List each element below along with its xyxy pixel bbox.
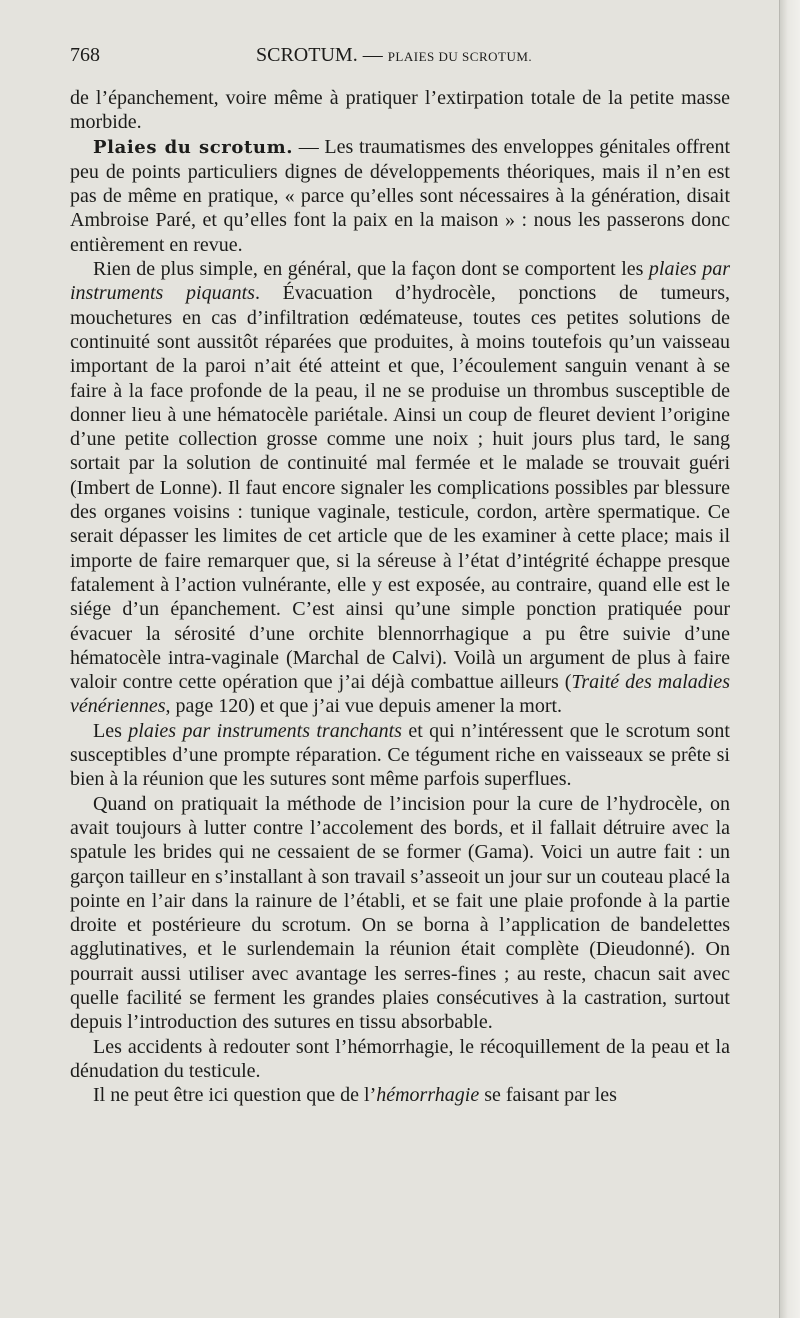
paragraph-4-text-a: Les [93, 719, 129, 742]
running-title-subtitle: PLAIES DU SCROTUM. [387, 49, 533, 64]
running-title [256, 44, 532, 67]
paragraph-3 [70, 257, 730, 719]
paragraph-5: Quand on pratiquait la méthode de l’incision pour la cure de l’hydrocèle, on avait toujours à lutter contre l’accolement des bords, et il fallait détruire avec la spatule les brides qui ne cessaient de se former (Gama). Voici un autre fait : un garçon tailleur en s’installant à son travail s’asseoit un jour sur un couteau placé la pointe en l’air dans la rainure de l’établi, et se fait une plaie profonde à la partie droite et postérieure du scrotum. On se borna à l’application de bandelettes agglutinatives, et le surlendemain la réunion était complète (Dieudonné). On pourrait aussi utiliser avec avantage les serres-fines ; au reste, chacun sait avec quelle facilité se ferment les grandes plaies consécutives à la castration, surtout depuis l’introduction des sutures en tissu absorbable. [70, 792, 730, 1034]
paragraph-2 [70, 135, 730, 257]
paragraph-7-text-a: Il ne peut être ici question que de l’ [93, 1084, 377, 1107]
running-title-dash: — [362, 44, 383, 66]
paragraph-7-text-b: se faisant par les [479, 1084, 617, 1107]
section-heading: Plaies du scrotum. [93, 136, 294, 158]
paragraph-3-text-c: , page 120) et que j’ai vue depuis amener la mort. [165, 695, 563, 718]
paragraph-4 [70, 719, 730, 792]
paragraph-3-text-b: . Évacuation d’hydrocèle, ponctions de tumeurs, mouchetures en cas d’infiltration œdémateuse, toutes ces petites solutions de continuité sont aussitôt réparées que produites, à moins toutefois qu’un vaisseau important de la paroi n’ait été atteint et que, l’écoulement sanguin venant à se faire à la face profonde de la peau, il ne se produise un thrombus susceptible de donner lieu à une hématocèle pariétale. Ainsi un coup de fleuret devient l’origine d’une petite collection grosse comme une noix ; huit jours plus tard, le sang sortait par la solution de continuité mal fermée et le malade se trouvait guéri (Imbert de Lonne). Il faut encore signaler les complications possibles par blessure des organes voisins : tunique vaginale, testicule, cordon, artère spermatique. Ce serait dépasser les limites de cet article que de les examiner à cette place; mais il importe de faire remarquer que, si la séreuse à l’état d’intégrité échappe presque fatalement à l’action vulnérante, elle y est exposée, au contraire, quand elle est le siége d’un épanchement. C’est ainsi qu’une simple ponction pratiquée pour évacuer la sérosité d’une orchite blennorrhagique a pu être suivie d’une hématocèle intra-vaginale (Marchal de Calvi). Voilà un argument de plus à faire valoir contre cette opération que j’ai déjà combattue ailleurs ( [70, 282, 730, 694]
paragraph-2-text: — Les traumatismes des enveloppes génitales offrent peu de points particuliers dignes de développements théoriques, mais il n’en est pas de même en pratique, « parce qu’elles sont nécessaires à la génération, disait Ambroise Paré, et qu’elles font la paix en la maison » : nous les passerons donc entièrement en revue. [70, 135, 730, 256]
page-header [70, 44, 730, 74]
paragraph-7-italic: hémorrhagie [376, 1084, 480, 1107]
page-number: 768 [70, 44, 100, 66]
paragraph-3-italic: plaies par instruments piquants [70, 258, 730, 305]
paragraph-6: Les accidents à redouter sont l’hémorrhagie, le récoquillement de la peau et la dénudation du testicule. [70, 1035, 730, 1082]
paragraph-7 [70, 1083, 730, 1107]
running-title-main: SCROTUM. [256, 44, 358, 66]
paragraph-3-italic-2: Traité des maladies vénériennes [70, 671, 731, 718]
paragraph-3-text-a: Rien de plus simple, en général, que la façon dont se comportent les [93, 258, 649, 281]
paragraph-1: de l’épanchement, voire même à pratiquer l’extirpation totale de la petite masse morbide. [70, 87, 730, 134]
page-edge [779, 0, 800, 1318]
paragraph-4-text-b: et qui n’intéressent que le scrotum sont susceptibles d’une prompte réparation. Ce tégument riche en vaisseaux se prête si bien à la réunion que les sutures sont même parfois superflues. [70, 719, 730, 791]
body-text [70, 86, 730, 1107]
paragraph-4-italic: plaies par instruments tranchants [128, 719, 402, 742]
